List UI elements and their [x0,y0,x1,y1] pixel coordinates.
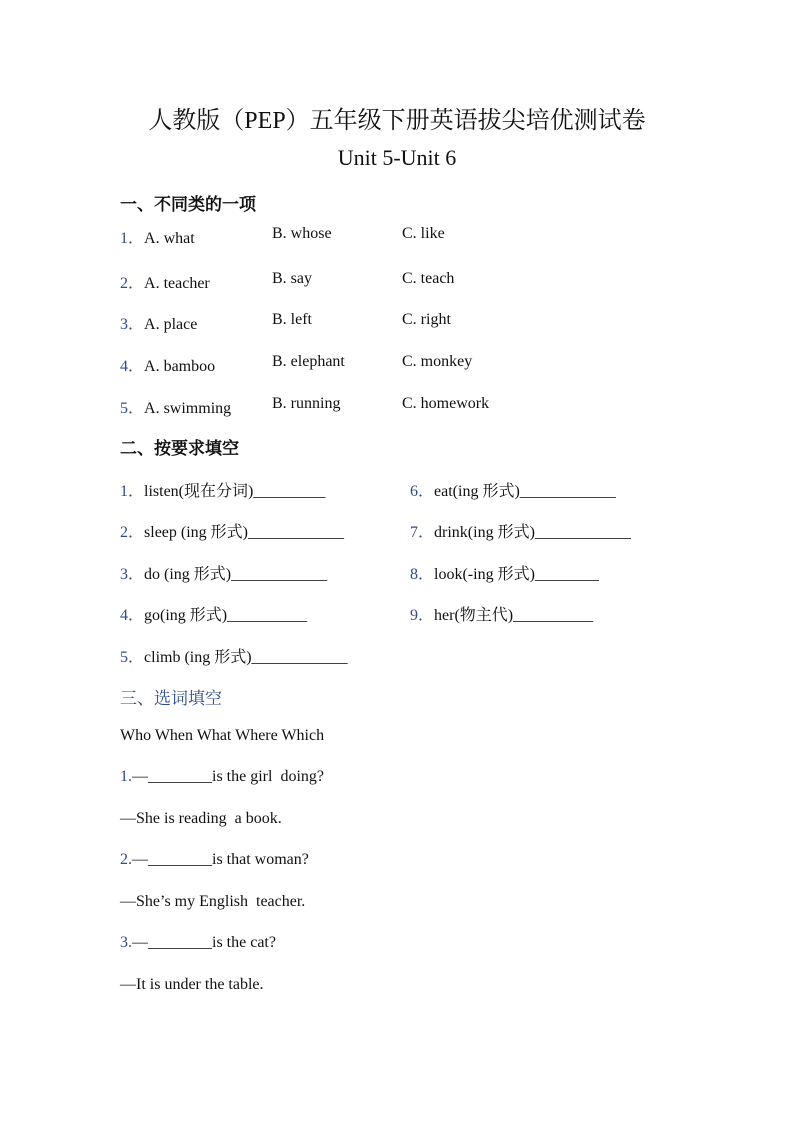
q-number: 9． [410,607,435,624]
option-a: A. swimming [144,400,232,417]
option-a: A. place [144,316,198,333]
option-b: B. left [272,311,312,328]
option-b: B. running [272,395,341,412]
page-title: 人教版（PEP）五年级下册英语拔尖培优测试卷 [148,108,646,134]
q-number: 6． [410,483,435,500]
option-c: C. like [402,225,445,242]
word-bank: Who When What Where Which [120,727,325,744]
question-text: —________is the cat? [132,934,276,951]
option-c: C. right [402,311,451,328]
q3-row [120,311,197,334]
fill-text: drink(ing 形式)____________ [434,524,631,541]
fill-item-3 [120,561,327,584]
fill-item-5 [120,644,348,667]
fill-text: look(-ing 形式)________ [434,566,599,583]
q-number: 4． [120,607,145,624]
fill-text: eat(ing 形式)____________ [434,483,616,500]
q-number: 7． [410,524,435,541]
section-3-heading: 三、选词填空 [120,689,222,708]
section-1-heading: 一、不同类的一项 [120,195,256,214]
answer-3: —It is under the table. [120,976,264,993]
fill-item-2 [120,519,344,542]
q-number: 1． [120,483,145,500]
answer-2: —She’s my English teacher. [120,893,306,910]
option-c: C. teach [402,270,455,287]
fill-item-6 [410,478,616,501]
option-a: A. bamboo [144,358,216,375]
q-number: 3． [120,316,145,333]
q-number: 2. [120,851,132,868]
fill-item-1 [120,478,325,501]
question-1 [120,768,324,786]
q-number: 4． [120,358,145,375]
q2-row [120,270,210,293]
fill-item-8 [410,561,599,584]
answer-1: —She is reading a book. [120,810,282,827]
page-subtitle: Unit 5-Unit 6 [337,145,457,170]
fill-item-4 [120,602,307,625]
option-b: B. say [272,270,312,287]
fill-item-7 [410,519,631,542]
q-number: 1. [120,768,132,785]
q-number: 8． [410,566,435,583]
fill-item-9 [410,602,593,625]
option-b: B. elephant [272,353,345,370]
option-c: C. homework [402,395,490,412]
q-number: 3． [120,566,145,583]
fill-text: climb (ing 形式)____________ [144,649,348,666]
q-number: 5． [120,649,145,666]
question-3 [120,934,276,952]
option-a: A. what [144,230,195,247]
question-2 [120,851,309,869]
option-b: B. whose [272,225,332,242]
question-text: —________is the girl doing? [132,768,324,785]
q5-row [120,395,231,418]
q-number: 3. [120,934,132,951]
q1-row [120,225,195,248]
q-number: 5． [120,400,145,417]
fill-text: listen(现在分词)_________ [144,483,326,500]
fill-text: her(物主代)__________ [434,607,594,624]
q4-row [120,353,215,376]
q-number: 2． [120,275,145,292]
q-number: 2． [120,524,145,541]
fill-text: do (ing 形式)____________ [144,566,328,583]
q-number: 1． [120,230,145,247]
question-text: —________is that woman? [132,851,309,868]
option-c: C. monkey [402,353,473,370]
fill-text: sleep (ing 形式)____________ [144,524,344,541]
section-2-heading: 二、按要求填空 [120,439,239,458]
fill-text: go(ing 形式)__________ [144,607,308,624]
option-a: A. teacher [144,275,210,292]
